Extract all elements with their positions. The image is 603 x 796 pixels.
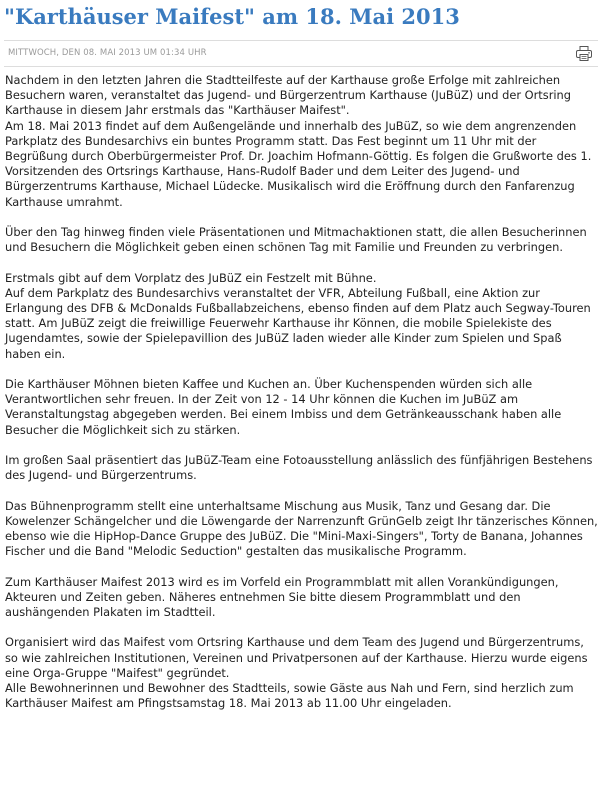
paragraph-5 bbox=[5, 453, 599, 483]
article-meta-bar bbox=[4, 40, 598, 67]
paragraph-line: Das Bühnenprogramm stellt eine unterhaltsame Mischung aus Musik, Tanz und Gesang dar. Die Kowelenzer Schängelcher und die Löwengarde der Narrenzunft GrünGelb zeigt Ihr tänzerisches Können, ebenso wie die HipHop-Dance Gruppe des JuBüZ. Die "Mini-Maxi-Singers", Torty de Banana, Johannes Fischer und die Band "Melodic Seduction" gestalten das musikalische Programm. bbox=[5, 498, 598, 559]
paragraph-2 bbox=[5, 225, 599, 255]
paragraph-line: Im großen Saal präsentiert das JuBüZ-Team eine Fotoausstellung anlässlich des fünfjährigen Bestehens des Jugend- und Bürgerzentrums. bbox=[5, 453, 593, 483]
printer-icon-graphic bbox=[576, 46, 592, 61]
paragraph-line: Nachdem in den letzten Jahren die Stadtteilfeste auf der Karthause große Erfolge mit zahlreichen Besuchern waren, veranstaltet das Jugend- und Bürgerzentrum Karthause (JuBüZ) und der Ortsring Karthause in diesem Jahr erstmals das "Karthäuser Maifest". bbox=[5, 73, 571, 118]
paragraph-4 bbox=[5, 377, 599, 438]
paragraph-line: Über den Tag hinweg finden viele Präsentationen und Mitmachaktionen statt, die allen Besucherinnen und Besuchern die Möglichkeit geben einen schönen Tag mit Familie und Freunden zu verbringen. bbox=[5, 225, 587, 255]
paragraph-7 bbox=[5, 575, 599, 621]
paragraph-line: Erstmals gibt auf dem Vorplatz des JuBüZ ein Festzelt mit Bühne. bbox=[5, 270, 377, 285]
paragraph-line: Organisiert wird das Maifest vom Ortsring Karthause und dem Team des Jugend und Bürgerzentrums, so wie zahlreichen Institutionen, Vereinen und Privatpersonen auf der Karthause. Hierzu wurde eigens eine Orga-Gruppe "Maifest" gegründet. bbox=[5, 635, 588, 680]
paragraph-8 bbox=[5, 635, 599, 711]
paragraph-1 bbox=[5, 73, 599, 210]
paragraph-line: Zum Karthäuser Maifest 2013 wird es im Vorfeld ein Programmblatt mit allen Vorankündigungen, Akteuren und Zeiten geben. Näheres entnehmen Sie bitte diesem Programmblatt und den aushängenden Plakaten im Stadtteil. bbox=[5, 574, 559, 620]
paragraph-line: Auf dem Parkplatz des Bundesarchivs veranstaltet der VFR, Abteilung Fußball, eine Aktion zur Erlangung des DFB & McDonalds Fußballabzeichens, ebenso finden auf dem Platz auch Segway-Touren statt. Am JuBüZ zeigt die freiwillige Feuerwehr Karthause ihr Können, die mobile Spielekiste des Jugendamtes, sowie der Spielepavillion des JuBüZ laden wieder alle Kinder zum Spielen und Spaß haben ein. bbox=[5, 285, 591, 361]
article-body bbox=[5, 73, 599, 727]
paragraph-line: Die Karthäuser Möhnen bieten Kaffee und Kuchen an. Über Kuchenspenden würden sich alle Verantwortlichen sehr freuen. In der Zeit von 12 - 14 Uhr können die Kuchen im JuBüZ am Veranstaltungstag abgegeben werden. Bei einem Imbiss und dem Getränkeausschank haben alle Besucher die Möglichkeit sich zu stärken. bbox=[5, 377, 562, 437]
paragraph-line: Alle Bewohnerinnen und Bewohner des Stadtteils, sowie Gäste aus Nah und Fern, sind herzlich zum Karthäuser Maifest am Pfingstsamstag 18. Mai 2013 ab 11.00 Uhr eingeladen. bbox=[5, 681, 574, 711]
paragraph-6 bbox=[5, 499, 599, 560]
paragraph-3 bbox=[5, 271, 599, 362]
article-date: MITTWOCH, DEN 08. MAI 2013 UM 01:34 UHR bbox=[8, 48, 207, 58]
paragraph-line: Am 18. Mai 2013 findet auf dem Außengelände und innerhalb des JuBüZ, so wie dem angrenzenden Parkplatz des Bundesarchivs ein buntes Programm statt. Das Fest beginnt um 11 Uhr mit der Begrüßung durch Oberbürgermeister Prof. Dr. Joachim Hofmann-Göttig. Es folgen die Grußworte des 1. Vorsitzenden des Ortsrings Karthause, Hans-Rudolf Bader und dem Leiter des Jugend- und Bürgerzentrums Karthause, Michael Lüdecke. Musikalisch wird die Eröffnung durch den Fanfarenzug Karthause umrahmt. bbox=[5, 118, 592, 209]
printer-icon[interactable] bbox=[576, 46, 592, 61]
article-title: "Karthäuser Maifest" am 18. Mai 2013 bbox=[4, 4, 460, 29]
